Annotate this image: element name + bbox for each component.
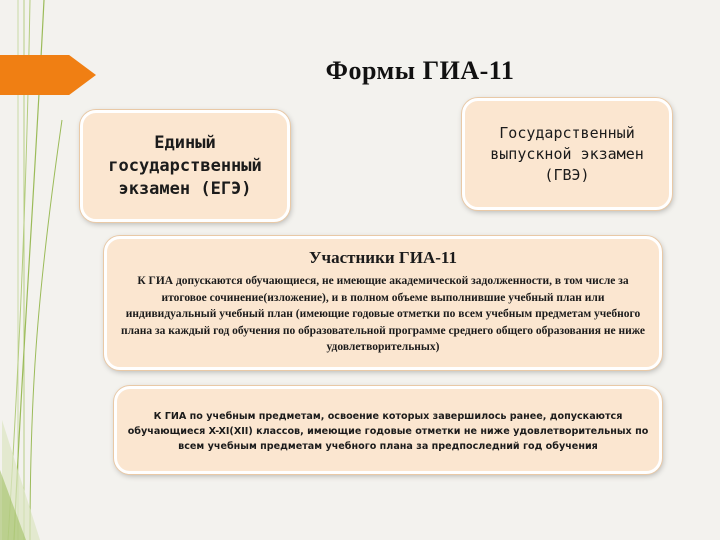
participants-title: Участники ГИА-11: [309, 248, 457, 267]
form-ege-box: [80, 110, 290, 222]
participants-text: К ГИА допускаются обучающиеся, не имеющие академической задолженности, в том числе за итоговое сочинение(изложение), и в полном объеме выполнившие учебный план или индивидуальный учебный план (имеющие годовые отметки по всем учебным предметам учебного плана за каждый год обучения по образовательной программе среднего общего образования не ниже удовлетворительных): [120, 275, 646, 353]
early-admission-box: [114, 386, 662, 474]
orange-arrow-tab: [0, 55, 96, 95]
participants-box: [104, 236, 662, 370]
form-ege-label: Единый государственный экзамен (ЕГЭ): [108, 132, 262, 199]
early-admission-text: К ГИА по учебным предметам, освоение которых завершилось ранее, допускаются обучающиеся X-XI(XII) классов, имеющие годовые отметки не ниже удовлетворительных по всем учебным предметам учебного плана за предпоследний год обучения: [127, 411, 649, 452]
slide-title: Формы ГИА-11: [325, 56, 515, 85]
form-gve-box: [462, 98, 672, 210]
form-gve-label: Государственный выпускной экзамен (ГВЭ): [490, 123, 644, 184]
